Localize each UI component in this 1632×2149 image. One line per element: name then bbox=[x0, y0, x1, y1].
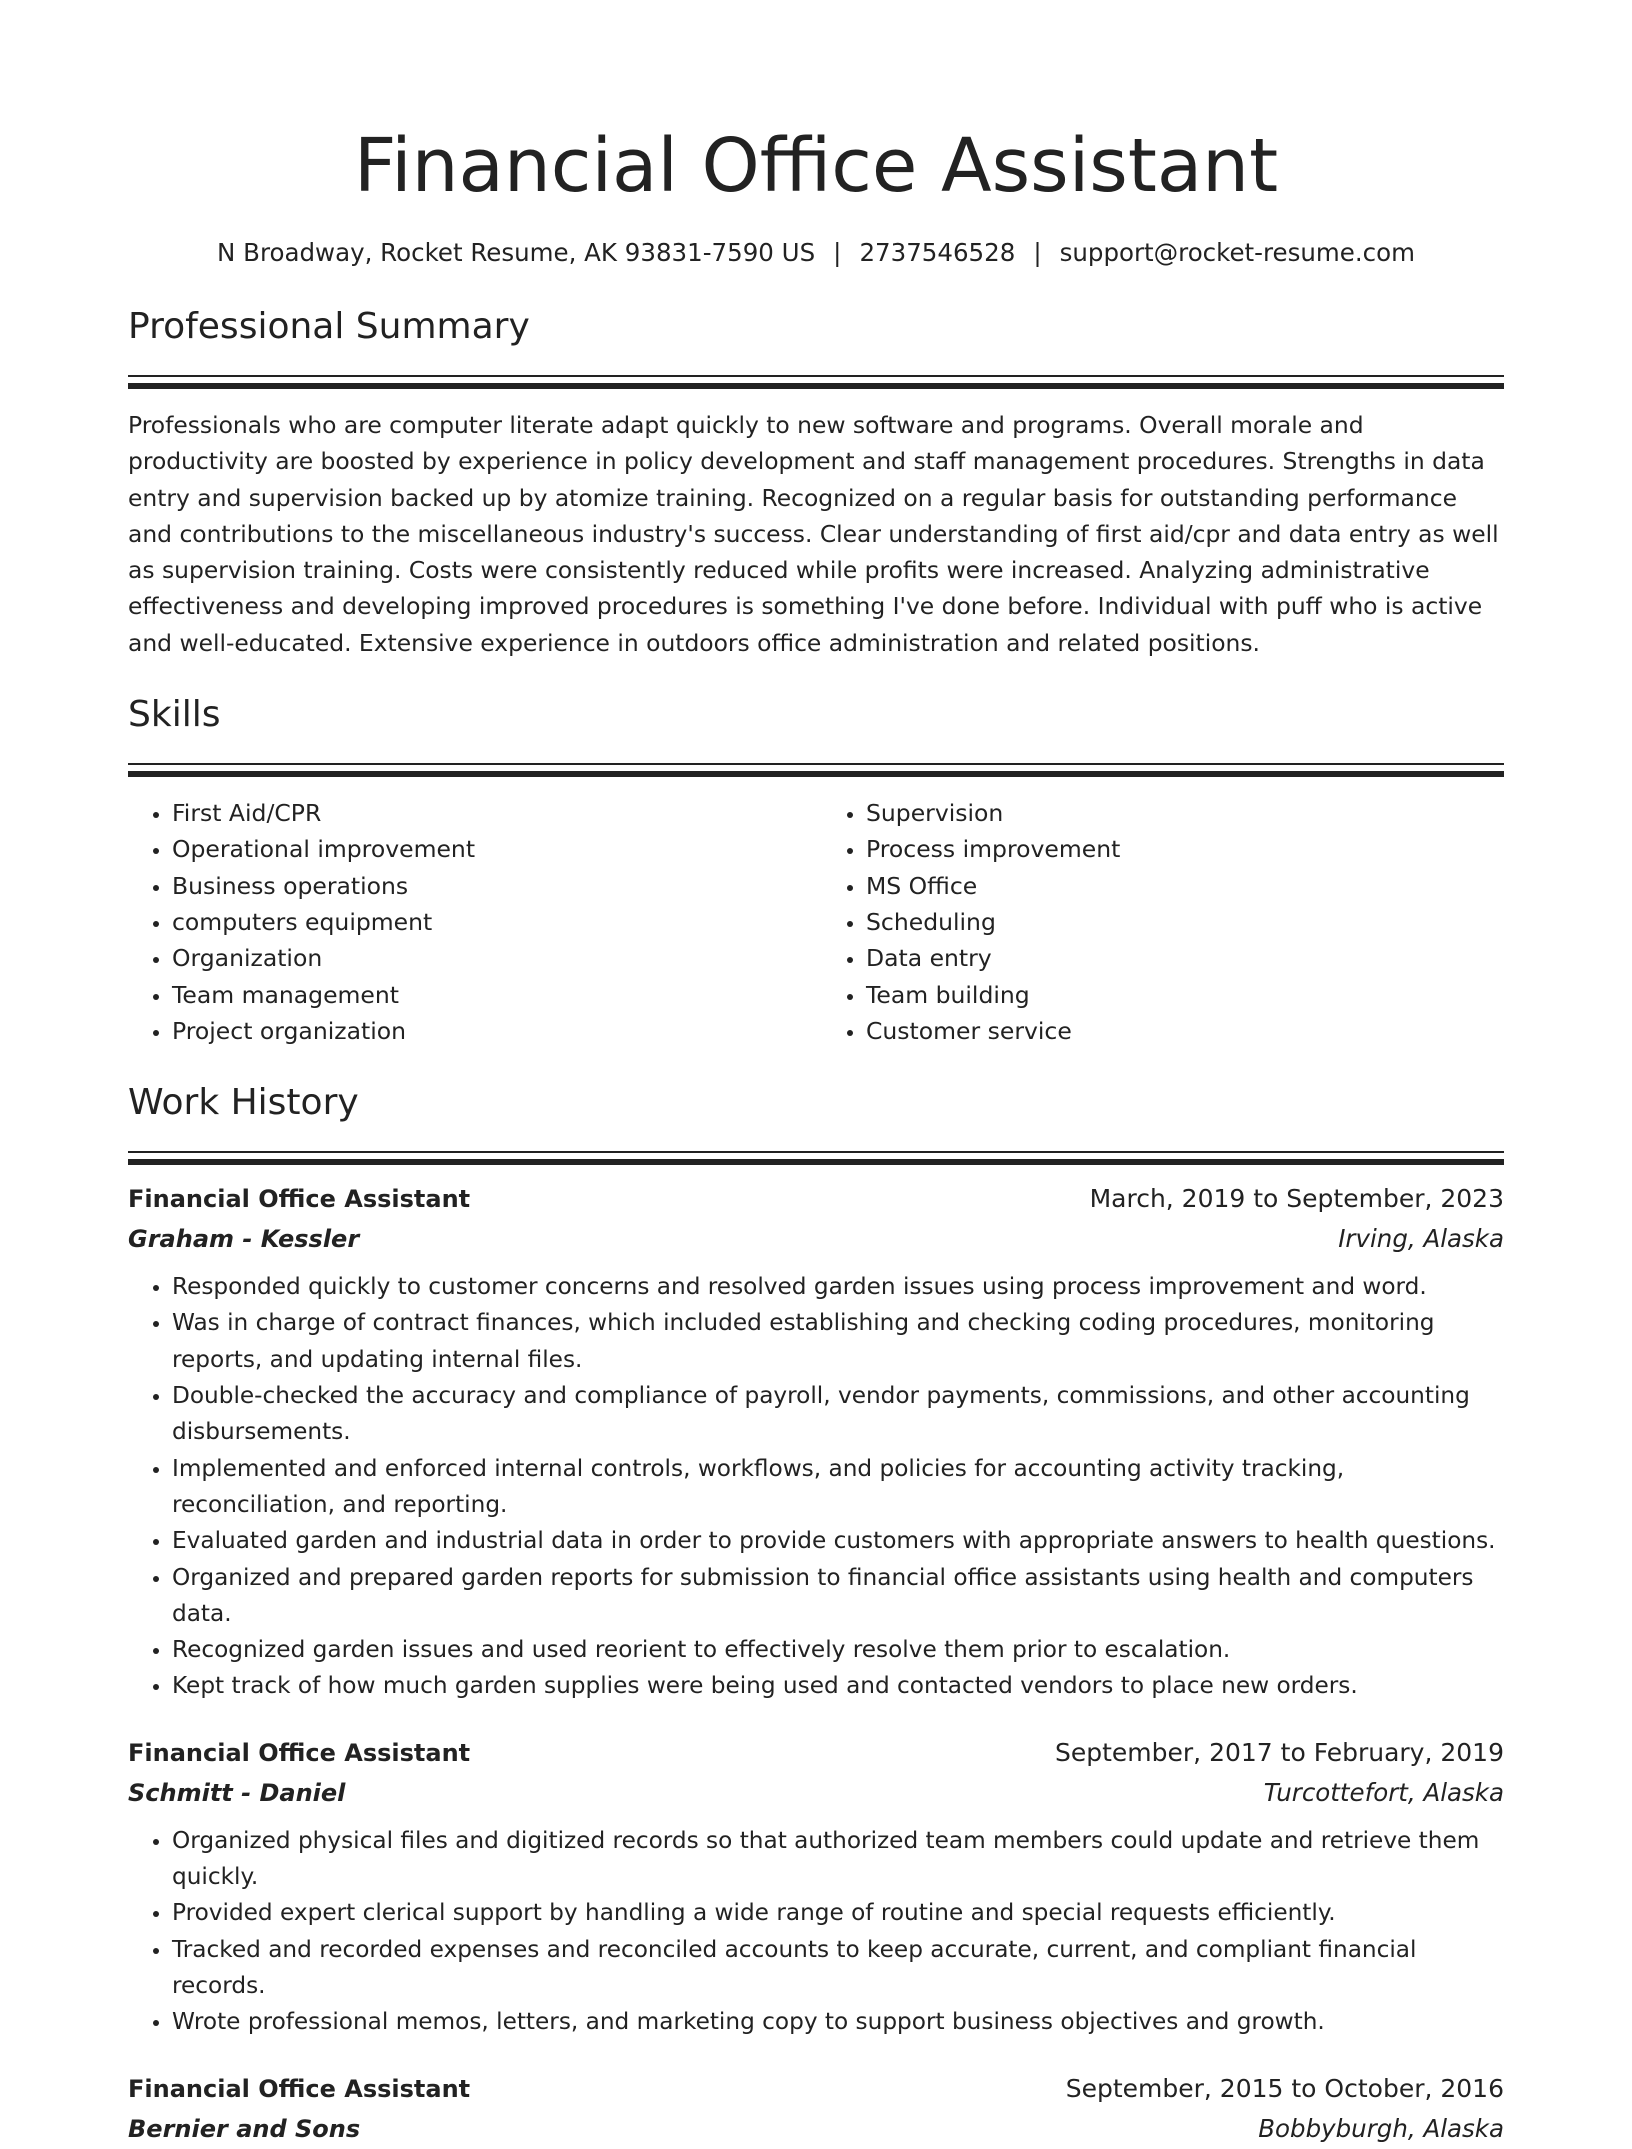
skill-item: • Process improvement bbox=[866, 831, 1504, 867]
job-company: Schmitt - Daniel bbox=[128, 1778, 346, 1807]
summary-text: Professionals who are computer literate adapt quickly to new software and programs. Overall morale and productivity are boosted by experience in policy development and staff management procedures. Strengths in data entry and supervision backed up by atomize training. Recognized on a regular basis for outstanding performance and contributions to the miscellaneous industry's success. Clear understanding of first aid/cpr and data entry as well as supervision training. Costs were consistently reduced while profits were increased. Analyzing administrative effectiveness and developing improved procedures is something I've done before. Individual with puff who is active and well-educated. Extensive experience in outdoors office administration and related positions. bbox=[128, 411, 1499, 657]
job-bullets bbox=[128, 1823, 1504, 2041]
job-bullet: • Organized and prepared garden reports for submission to financial office assistants using health and computers data. bbox=[172, 1560, 1504, 1633]
skills-list-left bbox=[128, 795, 816, 1049]
work-history-section bbox=[128, 1079, 1504, 2148]
resume-content bbox=[128, 0, 1504, 2149]
skills-section bbox=[128, 691, 1504, 1049]
job-dates: September, 2017 to February, 2019 bbox=[1055, 1737, 1504, 1767]
job-entry bbox=[128, 1733, 1504, 2041]
skills-grid bbox=[128, 795, 1504, 1049]
job-location: Turcottefort, Alaska bbox=[1263, 1777, 1504, 1807]
contact-address: N Broadway, Rocket Resume, AK 93831-7590 US bbox=[217, 238, 816, 267]
job-title: Financial Office Assistant bbox=[128, 1185, 471, 1214]
skill-item: • MS Office bbox=[866, 868, 1504, 904]
skill-item: • Operational improvement bbox=[172, 831, 816, 867]
skill-item: • Business operations bbox=[172, 868, 816, 904]
section-title-work-history: Work History bbox=[128, 1082, 359, 1124]
contact-separator: | bbox=[1033, 238, 1042, 267]
contact-separator: | bbox=[833, 238, 842, 267]
job-company: Bernier and Sons bbox=[128, 2114, 361, 2143]
section-divider bbox=[128, 375, 1504, 389]
job-company-row bbox=[128, 1219, 1504, 1259]
job-location: Irving, Alaska bbox=[1338, 1224, 1504, 1254]
skill-item: • First Aid/CPR bbox=[172, 795, 816, 831]
job-bullet: • Was in charge of contract finances, which included establishing and checking coding procedures, monitoring reports, and updating internal files. bbox=[172, 1305, 1504, 1378]
job-bullets bbox=[128, 1269, 1504, 1705]
skill-item: • Project organization bbox=[172, 1013, 816, 1049]
job-bullet: • Wrote professional memos, letters, and marketing copy to support business objectives and growth. bbox=[172, 2004, 1504, 2040]
skill-item: • Data entry bbox=[866, 940, 1504, 976]
job-bullet: • Tracked and recorded expenses and reconciled accounts to keep accurate, current, and compliant financial records. bbox=[172, 1932, 1504, 2005]
job-entry bbox=[128, 2069, 1504, 2149]
skill-item: • Scheduling bbox=[866, 904, 1504, 940]
job-bullet: • Double-checked the accuracy and compliance of payroll, vendor payments, commissions, and other accounting disbursements. bbox=[172, 1378, 1504, 1451]
resume-name: Financial Office Assistant bbox=[353, 123, 1279, 209]
skill-item: • Supervision bbox=[866, 795, 1504, 831]
job-dates: September, 2015 to October, 2016 bbox=[1065, 2073, 1504, 2103]
skill-item: • Organization bbox=[172, 940, 816, 976]
job-bullet: • Implemented and enforced internal controls, workflows, and policies for accounting activity tracking, reconciliation, and reporting. bbox=[172, 1451, 1504, 1524]
section-divider bbox=[128, 763, 1504, 777]
job-title: Financial Office Assistant bbox=[128, 1738, 471, 1767]
skill-item: • Customer service bbox=[866, 1013, 1504, 1049]
contact-email: support@rocket-resume.com bbox=[1059, 238, 1415, 267]
job-bullet: • Provided expert clerical support by handling a wide range of routine and special requests efficiently. bbox=[172, 1895, 1504, 1931]
job-location: Bobbyburgh, Alaska bbox=[1258, 2113, 1504, 2143]
job-bullet: • Organized physical files and digitized records so that authorized team members could update and retrieve them quickly. bbox=[172, 1823, 1504, 1896]
job-header-row bbox=[128, 2069, 1504, 2109]
professional-summary-section bbox=[128, 303, 1504, 661]
job-dates: March, 2019 to September, 2023 bbox=[1089, 1184, 1504, 1214]
job-title: Financial Office Assistant bbox=[128, 2074, 471, 2103]
skill-item: • Team management bbox=[172, 977, 816, 1013]
contact-line bbox=[128, 237, 1504, 269]
skill-item: • Team building bbox=[866, 977, 1504, 1013]
section-title-summary: Professional Summary bbox=[128, 306, 530, 347]
contact-phone: 2737546528 bbox=[859, 238, 1016, 267]
job-header-row bbox=[128, 1179, 1504, 1219]
skill-item: • computers equipment bbox=[172, 904, 816, 940]
job-company-row bbox=[128, 2109, 1504, 2149]
job-bullet: • Recognized garden issues and used reorient to effectively resolve them prior to escalation. bbox=[172, 1632, 1504, 1668]
skills-list-right bbox=[816, 795, 1504, 1049]
section-title-skills: Skills bbox=[128, 694, 221, 736]
section-divider bbox=[128, 1151, 1504, 1165]
job-company: Graham - Kessler bbox=[128, 1225, 360, 1254]
job-entry bbox=[128, 1179, 1504, 1705]
job-bullet: • Kept track of how much garden supplies were being used and contacted vendors to place new orders. bbox=[172, 1668, 1504, 1704]
job-bullet: • Evaluated garden and industrial data in order to provide customers with appropriate answers to health questions. bbox=[172, 1523, 1504, 1559]
job-header-row bbox=[128, 1733, 1504, 1773]
job-company-row bbox=[128, 1773, 1504, 1813]
job-bullet: • Responded quickly to customer concerns and resolved garden issues using process improvement and word. bbox=[172, 1269, 1504, 1305]
